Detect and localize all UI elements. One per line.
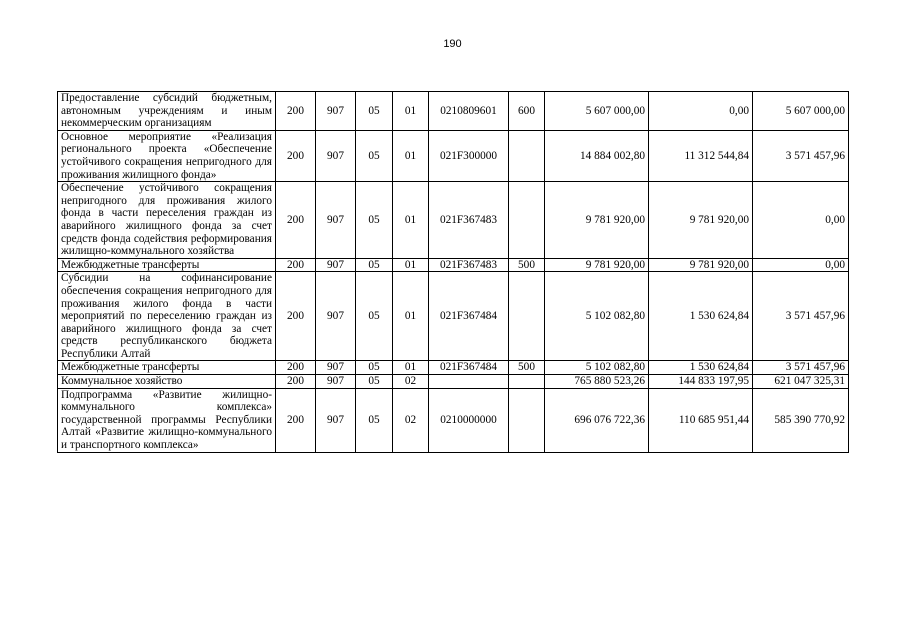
admin-code-cell: 200 <box>276 375 316 389</box>
regional-amount-cell: 585 390 770,92 <box>753 388 849 452</box>
federal-amount-cell: 0,00 <box>649 92 753 131</box>
target-article-cell: 021F367484 <box>429 272 509 361</box>
table-row <box>58 258 849 272</box>
row-name-cell: Субсидии на софинансирование обеспечения сокращения непригодного для проживания жилого фонда в части мероприятий по переселению граждан из аварийного жилищного фонда за счет средств республиканского бюджета Республики Алтай <box>58 272 276 361</box>
total-amount-cell: 14 884 002,80 <box>545 130 649 181</box>
target-article-cell: 021F367484 <box>429 361 509 375</box>
row-name-cell: Межбюджетные трансферты <box>58 361 276 375</box>
section-cell: 05 <box>356 182 393 259</box>
ministry-code-cell: 907 <box>316 258 356 272</box>
federal-amount-cell: 110 685 951,44 <box>649 388 753 452</box>
ministry-code-cell: 907 <box>316 182 356 259</box>
federal-amount-cell: 1 530 624,84 <box>649 361 753 375</box>
row-name-cell: Межбюджетные трансферты <box>58 258 276 272</box>
regional-amount-cell: 3 571 457,96 <box>753 272 849 361</box>
section-cell: 05 <box>356 92 393 131</box>
expense-type-cell <box>509 130 545 181</box>
section-cell: 05 <box>356 361 393 375</box>
federal-amount-cell: 9 781 920,00 <box>649 258 753 272</box>
target-article-cell: 021F367483 <box>429 182 509 259</box>
federal-amount-cell: 144 833 197,95 <box>649 375 753 389</box>
expense-type-cell: 500 <box>509 361 545 375</box>
budget-table <box>57 91 849 453</box>
federal-amount-cell: 9 781 920,00 <box>649 182 753 259</box>
subsection-cell: 01 <box>393 182 429 259</box>
regional-amount-cell: 621 047 325,31 <box>753 375 849 389</box>
row-name-cell: Основное мероприятие «Реализация регионального проекта «Обеспечение устойчивого сокращения непригодного для проживания жилищного фонда» <box>58 130 276 181</box>
page-number: 190 <box>443 38 462 50</box>
row-name-cell: Коммунальное хозяйство <box>58 375 276 389</box>
table-row <box>58 92 849 131</box>
expense-type-cell <box>509 375 545 389</box>
total-amount-cell: 5 102 082,80 <box>545 272 649 361</box>
regional-amount-cell: 0,00 <box>753 258 849 272</box>
regional-amount-cell: 5 607 000,00 <box>753 92 849 131</box>
table-row <box>58 388 849 452</box>
section-cell: 05 <box>356 375 393 389</box>
federal-amount-cell: 1 530 624,84 <box>649 272 753 361</box>
target-article-cell: 021F300000 <box>429 130 509 181</box>
expense-type-cell: 600 <box>509 92 545 131</box>
section-cell: 05 <box>356 130 393 181</box>
subsection-cell: 02 <box>393 388 429 452</box>
admin-code-cell: 200 <box>276 92 316 131</box>
total-amount-cell: 9 781 920,00 <box>545 182 649 259</box>
table-row <box>58 130 849 181</box>
subsection-cell: 01 <box>393 130 429 181</box>
total-amount-cell: 5 102 082,80 <box>545 361 649 375</box>
regional-amount-cell: 0,00 <box>753 182 849 259</box>
section-cell: 05 <box>356 388 393 452</box>
admin-code-cell: 200 <box>276 361 316 375</box>
row-name-cell: Обеспечение устойчивого сокращения непригодного для проживания жилого фонда в части переселения граждан из аварийного жилищного фонда за счет средств фонда содействия реформирования жилищно-коммунального хозяйства <box>58 182 276 259</box>
expense-type-cell <box>509 272 545 361</box>
regional-amount-cell: 3 571 457,96 <box>753 130 849 181</box>
ministry-code-cell: 907 <box>316 130 356 181</box>
ministry-code-cell: 907 <box>316 375 356 389</box>
section-cell: 05 <box>356 258 393 272</box>
section-cell: 05 <box>356 272 393 361</box>
subsection-cell: 02 <box>393 375 429 389</box>
target-article-cell: 0210809601 <box>429 92 509 131</box>
total-amount-cell: 765 880 523,26 <box>545 375 649 389</box>
subsection-cell: 01 <box>393 272 429 361</box>
admin-code-cell: 200 <box>276 182 316 259</box>
target-article-cell <box>429 375 509 389</box>
table-row <box>58 272 849 361</box>
total-amount-cell: 5 607 000,00 <box>545 92 649 131</box>
total-amount-cell: 696 076 722,36 <box>545 388 649 452</box>
target-article-cell: 0210000000 <box>429 388 509 452</box>
regional-amount-cell: 3 571 457,96 <box>753 361 849 375</box>
table-row <box>58 182 849 259</box>
row-name-cell: Предоставление субсидий бюджетным, автономным учреждениям и иным некоммерческим организациям <box>58 92 276 131</box>
total-amount-cell: 9 781 920,00 <box>545 258 649 272</box>
expense-type-cell: 500 <box>509 258 545 272</box>
target-article-cell: 021F367483 <box>429 258 509 272</box>
table-row <box>58 361 849 375</box>
ministry-code-cell: 907 <box>316 92 356 131</box>
admin-code-cell: 200 <box>276 258 316 272</box>
admin-code-cell: 200 <box>276 388 316 452</box>
admin-code-cell: 200 <box>276 272 316 361</box>
ministry-code-cell: 907 <box>316 361 356 375</box>
subsection-cell: 01 <box>393 92 429 131</box>
expense-type-cell <box>509 182 545 259</box>
table-body <box>58 92 849 453</box>
ministry-code-cell: 907 <box>316 272 356 361</box>
expense-type-cell <box>509 388 545 452</box>
subsection-cell: 01 <box>393 258 429 272</box>
table-row <box>58 375 849 389</box>
admin-code-cell: 200 <box>276 130 316 181</box>
federal-amount-cell: 11 312 544,84 <box>649 130 753 181</box>
row-name-cell: Подпрограмма «Развитие жилищно-коммунального комплекса» государственной программы Республики Алтай «Развитие жилищно-коммунального и транспортного комплекса» <box>58 388 276 452</box>
subsection-cell: 01 <box>393 361 429 375</box>
ministry-code-cell: 907 <box>316 388 356 452</box>
